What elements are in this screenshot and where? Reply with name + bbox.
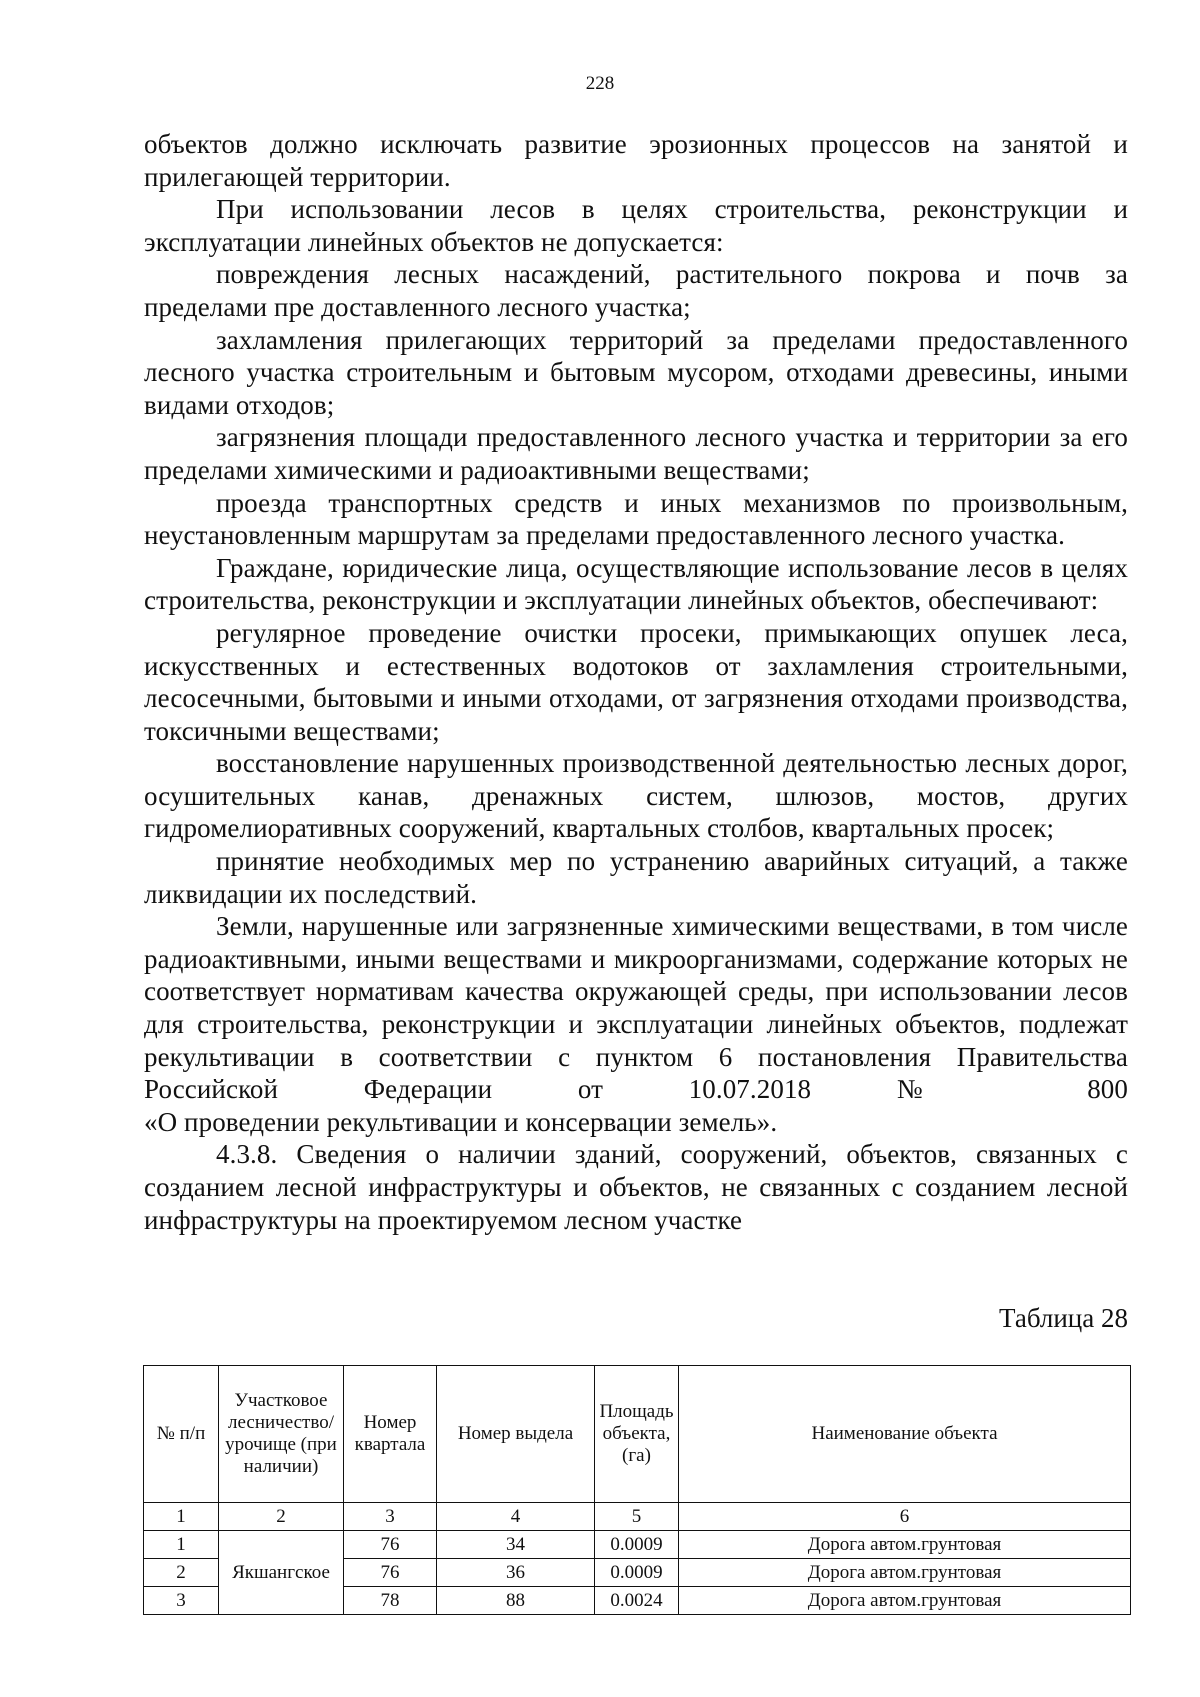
cell-forestry: Якшангское [219, 1531, 344, 1615]
paragraph-prohibitions-intro: При использовании лесов в целях строительства, реконструкции и эксплуатации линейных объектов не допускается: [144, 194, 1128, 257]
paragraph-prohibition-littering: захламления прилегающих территорий за пределами предоставленного лесного участка строительным и бытовым мусором, отходами древесины, иными видами отходов; [144, 324, 1128, 420]
column-number: 5 [595, 1503, 679, 1531]
paragraph-reclamation-decree-title: «О проведении рекультивации и консервации земель». [144, 1106, 778, 1137]
cell-row-number: 3 [144, 1587, 219, 1615]
paragraph-prohibition-damage: повреждения лесных насаждений, растительного покрова и почв за пределами пре доставленного лесного участка; [144, 259, 1128, 322]
header-row-number: № п/п [144, 1366, 219, 1503]
header-area: Площадь объекта, (га) [595, 1366, 679, 1503]
paragraph-obligations-intro: Граждане, юридические лица, осуществляющие использование лесов в целях строительства, реконструкции и эксплуатации линейных объектов, обеспечивают: [144, 552, 1128, 616]
page-number: 228 [585, 73, 615, 94]
paragraph-prohibition-pollution: загрязнения площади предоставленного лесного участка и территории за его пределами химическими и радиоактивными веществами; [144, 422, 1128, 485]
cell-area: 0.0024 [595, 1587, 679, 1615]
column-number: 3 [344, 1503, 437, 1531]
paragraph-obligation-cleaning: регулярное проведение очистки просеки, примыкающих опушек леса, искусственных и естественных водотоков от захламления строительными, лесосечными, бытовыми и иными отходами, от загрязнения отходами производства, токсичными веществами; [144, 617, 1128, 746]
header-object-name: Наименование объекта [679, 1366, 1131, 1503]
cell-row-number: 1 [144, 1531, 219, 1559]
column-number: 2 [219, 1503, 344, 1531]
paragraph-continuation: объектов должно исключать развитие эрозионных процессов на занятой и прилегающей территории. [144, 129, 1128, 192]
cell-section: 34 [437, 1531, 595, 1559]
paragraph-obligation-emergency: принятие необходимых мер по устранению аварийных ситуаций, а также ликвидации их последствий. [144, 846, 1128, 909]
paragraph-obligation-restoration: восстановление нарушенных производственной деятельностью лесных дорог, осушительных канав, дренажных систем, шлюзов, мостов, других гидромелиоративных сооружений, квартальных столбов, квартальных просек; [144, 748, 1128, 844]
cell-object-name: Дорога автом.грунтовая [679, 1559, 1131, 1587]
table-row [144, 1531, 1131, 1559]
table-header-row [144, 1366, 1131, 1503]
cell-object-name: Дорога автом.грунтовая [679, 1587, 1131, 1615]
column-number: 6 [679, 1503, 1131, 1531]
paragraph-prohibition-vehicles: проезда транспортных средств и иных механизмов по произвольным, неустановленным маршрутам за пределами предоставленного лесного участка. [144, 487, 1128, 551]
column-number: 4 [437, 1503, 595, 1531]
header-section: Номер выдела [437, 1366, 595, 1503]
header-quarter: Номер квартала [344, 1366, 437, 1503]
cell-section: 36 [437, 1559, 595, 1587]
cell-quarter: 76 [344, 1559, 437, 1587]
header-forestry: Участковое лесничество/ урочище (при наличии) [219, 1366, 344, 1503]
cell-area: 0.0009 [595, 1559, 679, 1587]
cell-row-number: 2 [144, 1559, 219, 1587]
table-caption: Таблица 28 [999, 1303, 1128, 1333]
column-number: 1 [144, 1503, 219, 1531]
cell-object-name: Дорога автом.грунтовая [679, 1531, 1131, 1559]
cell-quarter: 78 [344, 1587, 437, 1615]
cell-section: 88 [437, 1587, 595, 1615]
cell-quarter: 76 [344, 1531, 437, 1559]
body-text [144, 128, 1128, 1236]
cell-area: 0.0009 [595, 1531, 679, 1559]
objects-table [143, 1365, 1131, 1615]
column-number-row [144, 1503, 1131, 1531]
paragraph-reclamation: Земли, нарушенные или загрязненные химическими веществами, в том числе радиоактивными, иными веществами и микроорганизмами, содержание которых не соответствует нормативам качества окружающей среды, при использовании лесов для строительства, реконструкции и эксплуатации линейных объектов, подлежат рекультивации в соответствии с пунктом 6 постановления Правительства Российской Федерации от 10.07.2018 № 800 [144, 911, 1128, 1105]
section-heading-4-3-8: 4.3.8. Сведения о наличии зданий, сооружений, объектов, связанных с созданием лесной инфраструктуры и объектов, не связанных с созданием лесной инфраструктуры на проектируемом лесном участке [144, 1139, 1128, 1235]
